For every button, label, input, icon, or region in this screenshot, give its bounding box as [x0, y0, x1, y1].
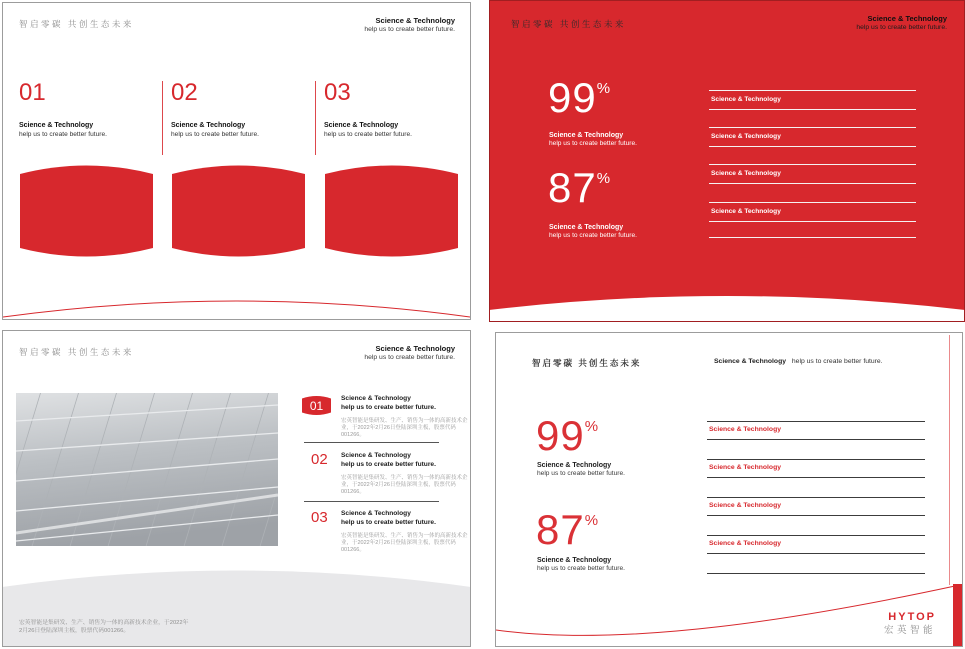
- line-item-label: Science & Technology: [709, 502, 782, 509]
- item-body: 宏英智能是集研发、生产、销售为一体的高新技术企业，于2022年2月26日登陆深圳主板，股票代码001266。: [341, 475, 468, 495]
- column-number: 01: [19, 79, 46, 106]
- rule-line: [707, 515, 925, 516]
- tagline-sub: help us to create better future.: [856, 24, 947, 32]
- slide-title-cn: 智启零碳 共创生态未来: [532, 358, 642, 368]
- item-number-badge: [301, 395, 332, 416]
- slide-title-cn: 智启零碳 共创生态未来: [19, 347, 134, 357]
- barrel-shape: [323, 161, 460, 261]
- bottom-white-curve: [489, 282, 965, 322]
- footer-company-intro: [19, 619, 269, 636]
- column-sub: help us to create better future.: [324, 131, 412, 138]
- stat-sub: help us to create better future.: [537, 565, 625, 572]
- rule-line: [709, 109, 916, 110]
- edge-accent-line: [949, 335, 950, 585]
- item-divider: [304, 442, 439, 443]
- item-body: 宏英智能是集研发、生产、销售为一体的高新技术企业，于2022年2月26日登陆深圳主板，股票代码001266。: [341, 418, 468, 438]
- column-sub: help us to create better future.: [19, 131, 107, 138]
- line-item-label: Science & Technology: [711, 170, 781, 177]
- item-body: 宏英智能是集研发、生产、销售为一体的高新技术企业，于2022年2月26日登陆深圳主板，股票代码001266。: [341, 533, 468, 553]
- tagline-sub: help us to create better future.: [791, 358, 883, 365]
- bottom-arc-line: [3, 275, 470, 320]
- tagline-sub: help us to create better future.: [364, 26, 455, 34]
- item-number: 01: [309, 398, 324, 413]
- rule-line: [709, 221, 916, 222]
- line-item-label: Science & Technology: [711, 208, 781, 215]
- rule-line: [707, 421, 925, 422]
- item-title-line: Science & Technology: [341, 395, 411, 402]
- item-sub-line: help us to create better future.: [341, 518, 436, 526]
- slide-stats-red[interactable]: [489, 0, 965, 322]
- slide-photo-list[interactable]: [2, 330, 471, 647]
- rule-line: [707, 573, 925, 574]
- rule-line: [707, 553, 925, 554]
- column-divider: [162, 81, 163, 155]
- header-tagline-inline: [714, 358, 883, 365]
- item-title: [341, 395, 466, 413]
- rule-line: [707, 439, 925, 440]
- rule-line: [707, 497, 925, 498]
- stat-sub: help us to create better future.: [549, 232, 637, 239]
- rule-line: [709, 202, 916, 203]
- barrel-shape: [170, 161, 307, 261]
- item-sub-line: help us to create better future.: [341, 403, 436, 411]
- item-title-line: Science & Technology: [341, 510, 411, 517]
- rule-line: [709, 127, 916, 128]
- rule-line: [709, 237, 916, 238]
- stat-title: Science & Technology: [549, 132, 624, 139]
- solar-panel-photo: [16, 393, 278, 546]
- stat-value: 87%: [536, 506, 599, 553]
- stat-value: 99%: [536, 412, 599, 459]
- rule-line: [709, 164, 916, 165]
- slide-title-cn: 智启零碳 共创生态未来: [511, 19, 626, 29]
- line-item-label: Science & Technology: [709, 540, 782, 547]
- stat-title: Science & Technology: [537, 557, 612, 564]
- stat-sub: help us to create better future.: [549, 140, 637, 147]
- stat-title: Science & Technology: [537, 462, 612, 469]
- item-divider: [304, 501, 439, 502]
- item-title: [341, 452, 466, 470]
- column-number: 03: [324, 79, 351, 106]
- column-title: Science & Technology: [171, 122, 246, 129]
- header-tagline: [856, 14, 947, 33]
- logo-wordmark-cn: 宏英智能: [883, 624, 936, 636]
- item-number: 02: [311, 451, 328, 468]
- footer-line: 2月26日登陆深圳主板，股票代码001266。: [19, 628, 130, 635]
- barrel-shape: [18, 161, 155, 261]
- line-item-label: Science & Technology: [711, 96, 781, 103]
- column-title: Science & Technology: [19, 122, 94, 129]
- logo-wordmark-en: HYTOP: [888, 611, 936, 623]
- stat-value: 87%: [548, 164, 611, 211]
- rule-line: [709, 146, 916, 147]
- line-item-label: Science & Technology: [711, 133, 781, 140]
- line-item-label: Science & Technology: [709, 464, 782, 471]
- column-sub: help us to create better future.: [171, 131, 259, 138]
- item-title: [341, 510, 466, 528]
- tagline-title: Science & Technology: [375, 344, 455, 353]
- header-tagline: [364, 16, 455, 35]
- stat-sub: help us to create better future.: [537, 470, 625, 477]
- line-item-label: Science & Technology: [709, 426, 782, 433]
- slide-three-columns[interactable]: [2, 2, 471, 320]
- item-title-line: Science & Technology: [341, 452, 411, 459]
- rule-line: [707, 459, 925, 460]
- column-title: Science & Technology: [324, 122, 399, 129]
- stat-value: 99%: [548, 74, 611, 121]
- column-divider: [315, 81, 316, 155]
- logo-hytop: [884, 611, 936, 637]
- tagline-title: Science & Technology: [375, 16, 455, 25]
- rule-line: [709, 90, 916, 91]
- column-number: 02: [171, 79, 198, 106]
- tagline-title: Science & Technology: [867, 14, 947, 23]
- footer-line: 宏英智能是集研发、生产、销售为一体的高新技术企业，于2022年: [19, 620, 189, 626]
- header-tagline: [364, 344, 455, 363]
- rule-line: [709, 183, 916, 184]
- tagline-sub: help us to create better future.: [364, 354, 455, 362]
- slide-title-cn: 智启零碳 共创生态未来: [19, 19, 134, 29]
- rule-line: [707, 477, 925, 478]
- stat-title: Science & Technology: [549, 224, 624, 231]
- tagline-title: Science & Technology: [714, 358, 787, 365]
- item-number: 03: [311, 509, 328, 526]
- rule-line: [707, 535, 925, 536]
- slide-stats-white[interactable]: [495, 332, 963, 647]
- item-sub-line: help us to create better future.: [341, 460, 436, 468]
